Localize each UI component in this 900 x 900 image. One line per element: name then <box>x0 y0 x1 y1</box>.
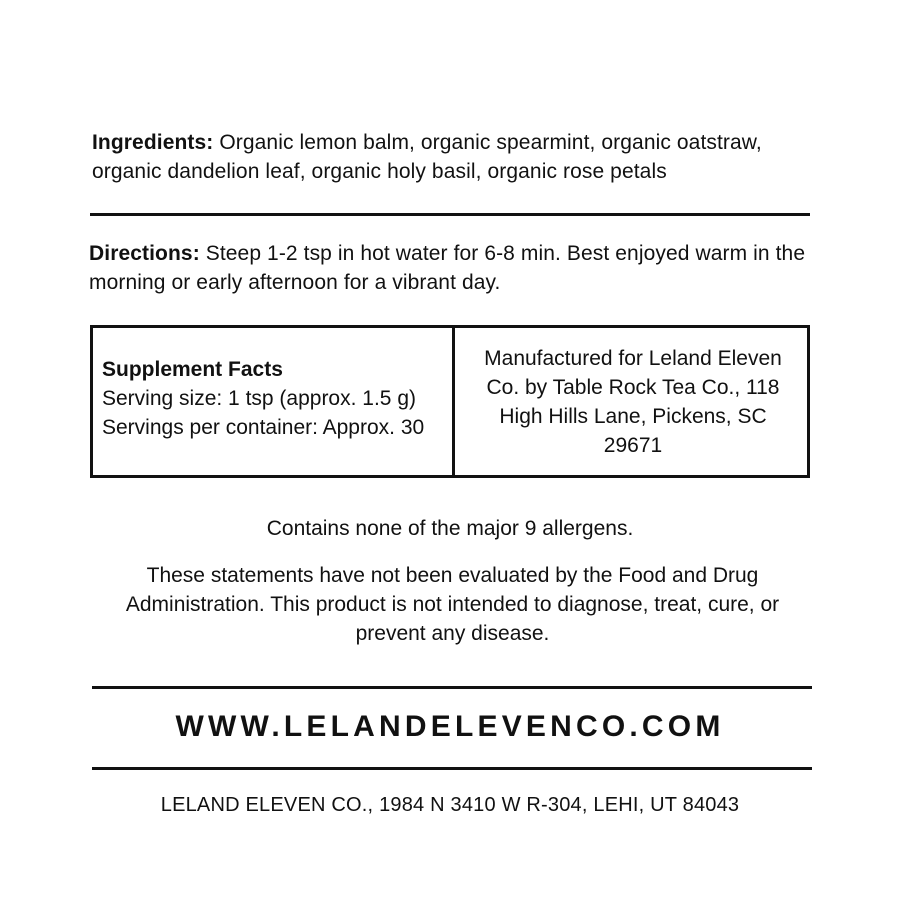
supplement-facts-box <box>90 325 810 478</box>
fda-disclaimer: These statements have not been evaluated by the Food and Drug Administration. This product is not intended to diagnose, treat, cure, or prevent any disease. <box>125 564 780 645</box>
divider-line <box>92 767 812 770</box>
ingredients-text: Organic lemon balm, organic spearmint, organic oatstraw, organic dandelion leaf, organic holy basil, organic rose petals <box>92 131 762 183</box>
allergen-statement: Contains none of the major 9 allergens. <box>266 517 634 540</box>
company-address: LELAND ELEVEN CO., 1984 N 3410 W R-304, LEHI, UT 84043 <box>160 794 740 816</box>
servings-per-container: Servings per container: Approx. 30 <box>102 416 425 439</box>
website-url[interactable]: WWW.LELANDELEVENCO.COM <box>175 710 725 743</box>
ingredients-heading: Ingredients: <box>92 131 214 154</box>
directions-heading: Directions: <box>89 242 200 265</box>
divider-line <box>90 213 810 216</box>
directions-section <box>89 239 811 297</box>
supplement-facts-title: Supplement Facts <box>102 358 283 381</box>
manufacturer-panel <box>455 328 807 475</box>
directions-text: Steep 1-2 tsp in hot water for 6-8 min. Best enjoyed warm in the morning or early afternoon for a vibrant day. <box>89 242 806 294</box>
manufacturer-text: Manufactured for Leland Eleven Co. by Table Rock Tea Co., 118 High Hills Lane, Pickens, SC 29671 <box>484 346 782 457</box>
serving-size: Serving size: 1 tsp (approx. 1.5 g) <box>102 387 416 410</box>
ingredients-section <box>92 128 812 186</box>
supplement-facts-panel <box>93 328 455 475</box>
divider-line <box>92 686 812 689</box>
